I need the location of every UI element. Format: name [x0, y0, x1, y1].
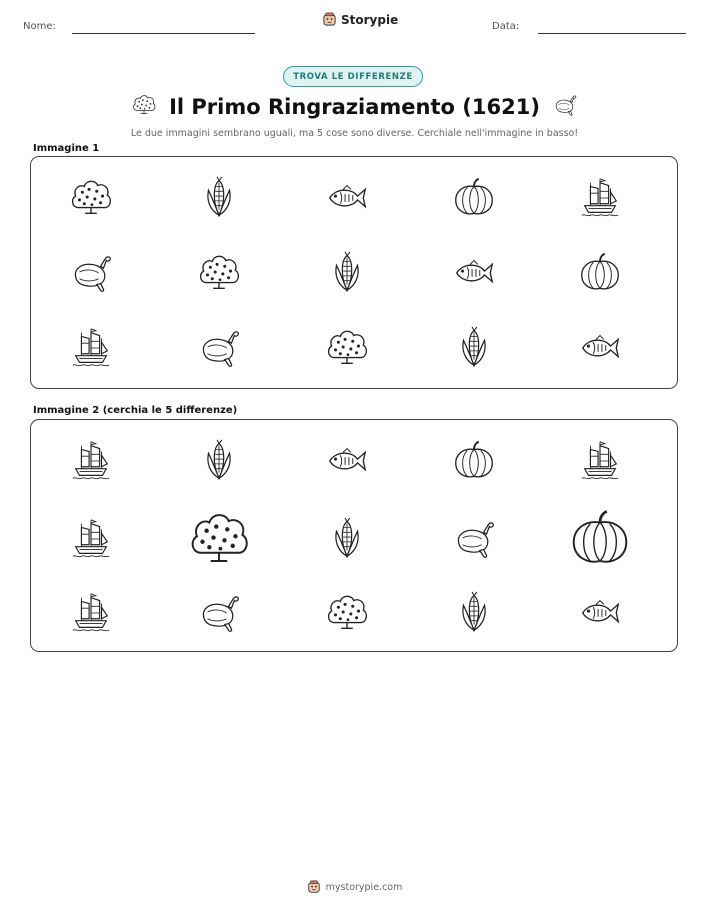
storypie-mascot-icon	[322, 12, 337, 27]
fish-icon[interactable]	[577, 325, 623, 375]
corn-icon[interactable]	[324, 516, 370, 566]
corn-icon[interactable]	[324, 250, 370, 300]
ship-icon[interactable]	[68, 325, 114, 375]
ship-icon[interactable]	[68, 590, 114, 640]
storypie-mascot-icon	[307, 880, 321, 894]
date-label: Data:	[492, 21, 520, 32]
ship-icon[interactable]	[577, 438, 623, 488]
corn-icon[interactable]	[196, 438, 242, 488]
pumpkin-icon[interactable]	[577, 250, 623, 300]
fish-icon[interactable]	[451, 250, 497, 300]
ship-icon[interactable]	[68, 516, 114, 566]
footer	[0, 880, 709, 894]
image2-label: Immagine 2 (cerchia le 5 differenze)	[33, 405, 238, 416]
image2-panel[interactable]	[30, 419, 678, 652]
corn-icon[interactable]	[451, 325, 497, 375]
image1-label: Immagine 1	[33, 143, 100, 154]
turkey-icon	[552, 92, 578, 122]
shrub-icon[interactable]	[324, 590, 370, 640]
fish-icon[interactable]	[324, 438, 370, 488]
pumpkin-icon[interactable]	[451, 438, 497, 488]
turkey-icon[interactable]	[68, 250, 114, 300]
fish-icon[interactable]	[324, 175, 370, 225]
turkey-icon[interactable]	[196, 325, 242, 375]
name-field[interactable]	[72, 33, 255, 34]
pumpkin-icon[interactable]	[451, 175, 497, 225]
category-badge: TROVA LE DIFFERENZE	[283, 66, 423, 87]
turkey-icon[interactable]	[196, 590, 242, 640]
image1-panel[interactable]	[30, 156, 678, 389]
turkey-icon[interactable]	[451, 516, 497, 566]
instructions: Le due immagini sembrano uguali, ma 5 cose sono diverse. Cerchiale nell'immagine in basso!	[130, 128, 579, 139]
ship-icon[interactable]	[68, 438, 114, 488]
brand-name: Storypie	[341, 12, 399, 27]
corn-icon[interactable]	[196, 175, 242, 225]
title-row	[0, 92, 709, 122]
corn-icon[interactable]	[451, 590, 497, 640]
page-title: Il Primo Ringraziamento (1621)	[169, 95, 540, 119]
ship-icon[interactable]	[577, 175, 623, 225]
shrub-icon[interactable]	[196, 250, 242, 300]
shrub-icon	[131, 92, 157, 122]
name-label: Nome:	[23, 21, 56, 32]
shrub-icon[interactable]	[186, 506, 252, 576]
shrub-icon[interactable]	[324, 325, 370, 375]
shrub-icon[interactable]	[68, 175, 114, 225]
footer-url: mystorypie.com	[325, 881, 403, 893]
date-field[interactable]	[538, 33, 686, 34]
brand-logo	[322, 12, 398, 27]
pumpkin-icon[interactable]	[567, 506, 633, 576]
fish-icon[interactable]	[577, 590, 623, 640]
